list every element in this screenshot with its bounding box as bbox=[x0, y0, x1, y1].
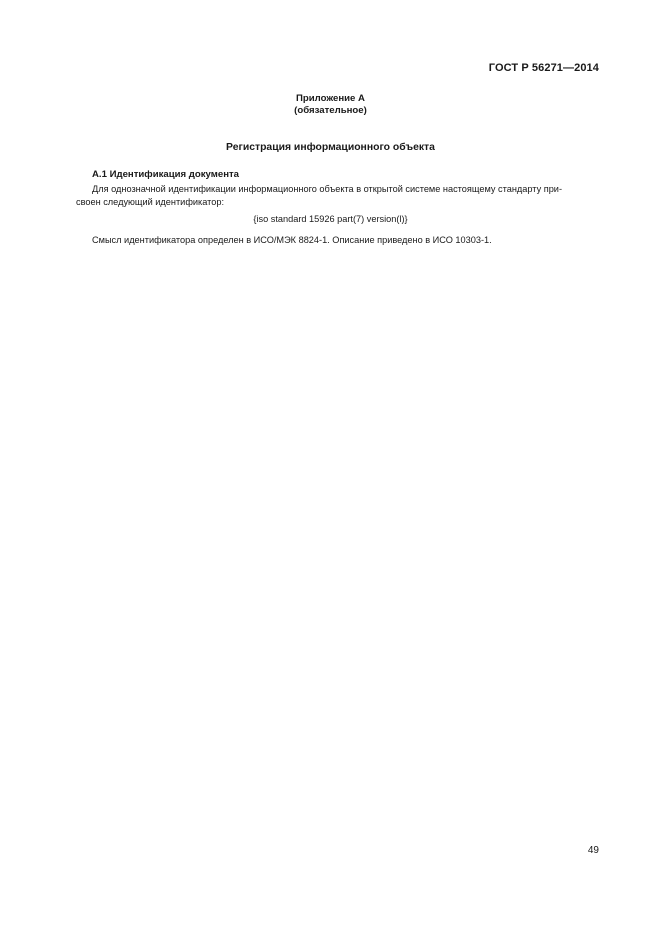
identifier-meaning-paragraph: Смысл идентификатора определен в ИСО/МЭК 8824-1. Описание приведено в ИСО 10303-1. bbox=[92, 235, 492, 245]
paragraph-line: своен следующий идентификатор: bbox=[76, 196, 225, 207]
annex-title: Приложение А bbox=[296, 93, 365, 104]
paragraph-line: Для однозначной идентификации информационного объекта в открытой системе настоящему стандарту при- bbox=[92, 184, 563, 194]
section-heading: Регистрация информационного объекта bbox=[226, 142, 435, 153]
document-code: ГОСТ Р 56271—2014 bbox=[488, 62, 599, 74]
page-number: 49 bbox=[587, 845, 599, 856]
annex-status: (обязательное) bbox=[294, 105, 367, 116]
identification-paragraph bbox=[76, 183, 606, 208]
subsection-heading: А.1 Идентификация документа bbox=[92, 169, 240, 180]
object-identifier: {iso standard 15926 part(7) version(l)} bbox=[253, 214, 408, 224]
